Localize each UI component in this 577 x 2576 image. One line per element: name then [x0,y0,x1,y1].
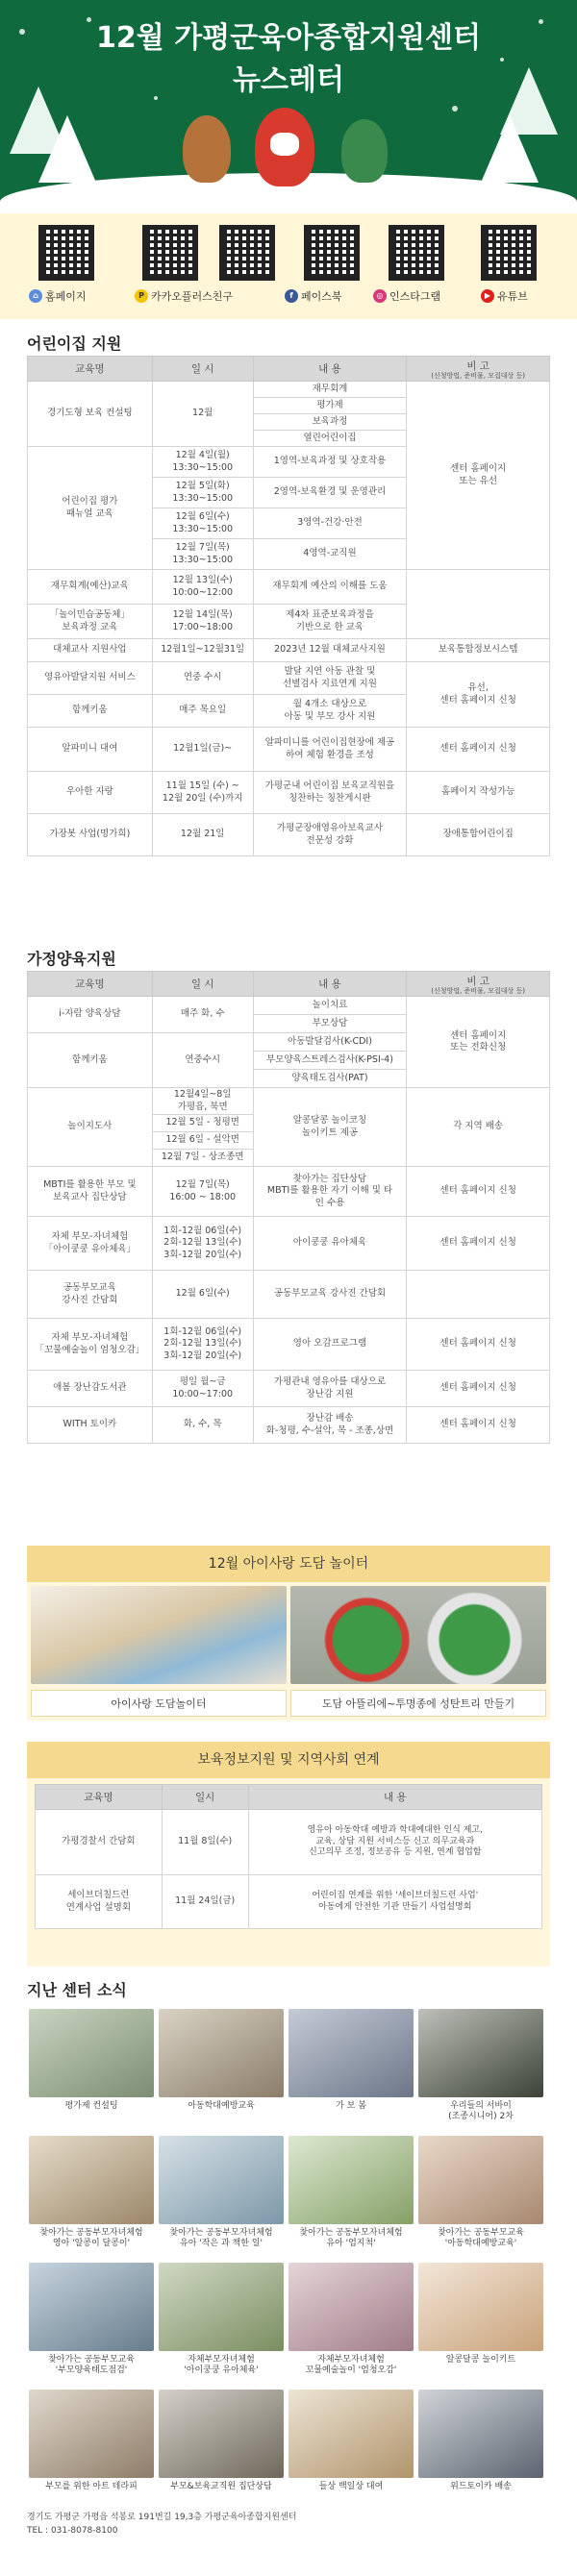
news-photo-caption: 알콩달콩 놀이키트 [445,2355,516,2365]
extra-qr-code[interactable] [481,225,537,281]
news-photo [418,2390,543,2478]
play-caption: 도담 아뜰리에~투명종에 성탄트리 만들기 [290,1690,546,1717]
kakao-icon: P [135,289,148,303]
news-photo [418,2136,543,2224]
newsletter-header [0,0,577,213]
play-caption: 아이사랑 도담놀이터 [31,1690,287,1717]
news-photo-caption: 부모&보육교직원 집단상담 [170,2482,272,2491]
play-section-title: 12월 아이사랑 도담 놀이터 [27,1546,550,1582]
qr-link-facebook[interactable]: f 페이스북 [285,288,342,304]
table-row: MBTI를 활용한 부모 및 보육교사 집단상담 12월 7일(목) 16:00 ~ 18:00 찾아가는 집단상담 MBTI를 활용한 자기 이해 및 타 인 수용 센터 홈페이지 신청 [28,1167,550,1217]
table-row: 우아한 자랑 11월 15일 (수) ~ 12월 20일 (수)까지 가평군내 어린이집 보육교직원을 칭찬하는 칭찬게시판 홈페이지 작성가능 [28,772,550,814]
home-icon: ⌂ [29,289,42,303]
instagram-icon: ◎ [373,289,387,303]
qr-link-youtube[interactable]: ▶ 유튜브 [481,288,528,304]
reindeer-character [183,115,231,183]
table-row: 어린이집 평가 때뉴얼 교육 12월 4일(월) 13:30~15:00 1영역-보육과정 및 상호작용 [28,447,550,478]
table-header-row: 교육명 일 시 내 용 비 고 (신청방법, 준비물, 모집대상 등) [28,357,550,382]
qr-link-instagram[interactable]: ◎ 인스타그램 [373,288,440,304]
homepage-qr-code[interactable] [38,225,94,281]
newsletter-subtitle: 뉴스레터 [233,63,344,97]
table-row: i-자람 양육상담 매주 화, 수 놀이치료 센터 홈페이지 또는 전화신청 [28,997,550,1015]
news-photo-caption: 위드토이카 배송 [450,2482,512,2491]
news-photo [288,2136,414,2224]
news-photo [29,2009,154,2097]
table-row: 애봄 장난감도서관 평일 월~금 10:00~17:00 가평관내 영유아를 대상으로 장난감 지원 센터 홈페이지 신청 [28,1371,550,1407]
newsletter-title: 12월 가평군육아종합지원센터 [96,21,481,55]
christmas-tree-craft-photo [290,1586,546,1684]
table-row: 영유아발달지원 서비스 연중 수시 발달 지연 아동 관찰 및 선별검사 지료연계 지원 유선, 센터 홈페이지 신청 [28,662,550,695]
kakao-qr-code[interactable] [142,225,198,281]
news-photo [159,2390,284,2478]
instagram-qr-code[interactable] [304,225,360,281]
parenting-table: 교육명 일 시 내 용 비 고 (신청방법, 준비물, 모집대상 등) i-자람 양육상담 매주 화, 수 놀이치료 센터 홈페이지 또는 전화신청 부모상담 함께키움 연중수시 아동발달검사(K-CDI) 부모양육스트레스검사(K-PSI-4) 양육태도검사(PAT) 놀이지도사 12월4일~8일 가평읍, 북면 알콩달콩 놀이코칭 놀이키트 제공 각 지역 배송 12월 5일 - 청평면 12월 6일 - 설악면 12월 7일 - 상조종면 MBTI를 활용한 부모 및 보육교사 집단상담 12월 7일(목) 16:00 ~ 18:00 찾아가는 집단상담 MBTI를 활용한 자기 이해 및 타 인 수용 센터 홈페이지 신청 자체 부모-자녀체험 「아이쿵쿵 유아체육」 1회-12월 06일(수) 2회-12월 13일(수) 3회-12월 20일(수) 아이쿵쿵 유아체육 센터 홈페이지 신청 공동부모교육 강사진 간담회 12월 6일(수) 공동부모교육 강사진 간담회 자체 부모-자녀체험 「꼬물예술놀이 엄청오감」 1회-12월 06일(수) 2회-12월 13일(수) 3회-12월 20일(수) 영아 오감프로그램 센터 홈페이지 신청 애봄 장난감도서관 평일 월~금 10:00~17:00 가평관내 영유아를 대상으로 장난감 지원 센터 홈페이지 신청 WITH 토이카 화, 수, 목 장난감 배송 화-청평, 수-설악, 목 - 조종,상면 센터 홈페이지 신청 [27,971,550,1444]
news-photo-caption: 찾아가는 공동부모자녀체험 영아 '알콩이 달콩이' [39,2228,143,2249]
playroom-photo [31,1586,287,1684]
table-row: 경기도형 보육 컨설팅 12월 재무회계 센터 홈페이지 또는 유선 [28,382,550,398]
news-photo-caption: 평가제 컨설팅 [64,2101,118,2111]
table-row: 재무회계(예산)교육 12월 13일(수) 10:00~12:00 재무회계 예산의 이해를 도움 [28,570,550,605]
qr-links-band [0,213,577,319]
facebook-qr-code[interactable] [219,225,275,281]
daycare-table: 교육명 일 시 내 용 비 고 (신청방법, 준비물, 모집대상 등) 경기도형 보육 컨설팅 12월 재무회계 센터 홈페이지 또는 유선 평가제 보육과정 열린어린이집 어린이집 평가 때뉴얼 교육 12월 4일(월) 13:30~15:00 1영역-보육과정 및 상호작용 12월 5일(화) 13:30~15:00 2영역-보육환경 및 운영관리 12월 6일(수) 13:30~15:00 3영역-건강·안전 12월 7일(목) 13:30~15:00 4영역-교직원 재무회계(예산)교육 12월 13일(수) 10:00~12:00 재무회계 예산의 이해를 도움 「놀이민습공동체」 보육과정 교육 12월 14일(목) 17:00~18:00 제4차 표준보육과정을 기반으로 한 교육 대체교사 지원사업 12월1일~12월31일 2023년 12월 대체교사지원 보육통합정보시스템 영유아발달지원 서비스 연중 수시 발달 지연 아동 관찰 및 선별검사 지료연계 지원 유선, 센터 홈페이지 신청 함께키움 매주 목요일 월 4개소 대상으로 아동 및 부모 강사 지원 알파미니 대여 12월1일(금)~ 알파미니를 어린이집현장에 제공 하여 체험 환경을 조성 센터 홈페이지 신청 우아한 자랑 11월 15일 (수) ~ 12월 20일 (수)까지 가평군내 어린이집 보육교직원을 칭찬하는 칭찬게시판 홈페이지 작성가능 가장봇 사업(명가희) 12월 21일 가평군장애영유아보육교사 전문성 강화 장애통합어린이집 [27,356,550,856]
news-photo [29,2390,154,2478]
youtube-icon: ▶ [481,289,494,303]
news-photo-caption: 아동학대예방교육 [188,2101,255,2111]
news-photo [29,2136,154,2224]
table-row: 가장봇 사업(명가희) 12월 21일 가평군장애영유아보육교사 전문성 강화 장애통합어린이집 [28,814,550,856]
tree-icon [38,115,96,183]
elf-character [341,119,388,183]
facebook-icon: f [285,289,298,303]
table-row: 놀이지도사 12월4일~8일 가평읍, 북면 알콩달콩 놀이코칭 놀이키트 제공 각 지역 배송 [28,1088,550,1115]
table-row: 자체 부모-자녀체험 「아이쿵쿵 유아체육」 1회-12월 06일(수) 2회-12월 13일(수) 3회-12월 20일(수) 아이쿵쿵 유아체육 센터 홈페이지 신청 [28,1217,550,1271]
footer-address: 경기도 가평군 가평읍 석봉로 191번길 19,3층 가평군육아종합지원센터 [27,2513,297,2522]
news-photo-caption: 찾아가는 공동부모자녀체험 유아 '작은 과 책한 일' [169,2228,273,2249]
news-photo [288,2009,414,2097]
footer [27,2511,296,2539]
santa-beard [270,133,299,156]
news-photo-caption: 우리들의 서바이 (조종시니어) 2차 [448,2101,514,2122]
table-row: 함께키움 매주 목요일 월 4개소 대상으로 아동 및 부모 강사 지원 [28,695,550,728]
news-photo-caption: 가 보 봄 [336,2101,366,2111]
table-header-row: 교육명 일 시 내 용 비 고 (신청방법, 준비물, 모집대상 등) [28,972,550,997]
news-photo-caption: 들상 백일상 대여 [318,2482,384,2491]
table-row: 알파미니 대여 12월1일(금)~ 알파미니를 어린이집현장에 제공 하여 체험 환경을 조성 센터 홈페이지 신청 [28,728,550,772]
news-photo [418,2263,543,2351]
table-row: 함께키움 연중수시 아동발달검사(K-CDI) [28,1033,550,1052]
news-photo-caption: 자체부모자녀체험 '아이쿵쿵 유아체육' [184,2355,259,2376]
table-row: 「놀이민습공동체」 보육과정 교육 12월 14일(목) 17:00~18:00 제4차 표준보육과정을 기반으로 한 교육 [28,605,550,639]
news-photo-caption: 부모를 위한 아트 테라피 [45,2482,138,2491]
community-section-title: 보육정보지원 및 지역사회 연계 [27,1742,550,1778]
table-row: 가평경찰서 간담회 11월 8일(수) 영유아 아동학대 예방과 학대예대한 인식 제고, 교육, 상담 지원 서비스등 신고 의무교육과 신고의무 조정, 정보공유 등 지원, 연계 협업함 [36,1810,542,1875]
youtube-qr-code[interactable] [389,225,444,281]
news-photo [288,2263,414,2351]
news-photo-caption: 찾아가는 공동부모교육 '아동학대예방교육' [438,2228,524,2249]
footer-tel: TEL : 031-8078-8100 [27,2526,118,2537]
news-photo [418,2009,543,2097]
news-photo-caption: 찾아가는 공동부모교육 '부모양육태도점검' [48,2355,135,2376]
table-row: 공동부모교육 강사진 간담회 12월 6일(수) 공동부모교육 강사진 간담회 [28,1271,550,1319]
news-photo [29,2263,154,2351]
community-table [35,1784,542,1929]
snowflake [452,106,458,111]
table-row: 자체 부모-자녀체험 「꼬물예술놀이 엄청오감」 1회-12월 06일(수) 2회-12월 13일(수) 3회-12월 20일(수) 영아 오감프로그램 센터 홈페이지 신청 [28,1319,550,1371]
tree-icon [481,115,539,183]
news-section-title: 지난 센터 소식 [27,1981,127,1999]
qr-link-homepage[interactable]: ⌂ 홈페이지 [29,288,87,304]
table-row: 세이브더칠드런 연계사업 설명회 11월 24일(금) 어린이집 연계를 위한 '세이브더칠드런 사업' 아동에게 안전한 기관 만들기 사업설명회 [36,1875,542,1929]
qr-link-kakao[interactable]: P 카카오플러스친구 [135,288,233,304]
table-row: WITH 토이카 화, 수, 목 장난감 배송 화-청평, 수-설악, 목 - 조종,상면 센터 홈페이지 신청 [28,1407,550,1444]
table-header-row: 교육명 일시 내 용 [36,1785,542,1810]
news-photo [159,2009,284,2097]
news-photo [159,2263,284,2351]
news-photo-caption: 찾아가는 공동부모자녀체험 유아 '엄지척' [299,2228,403,2249]
table-row: 대체교사 지원사업 12월1일~12월31일 2023년 12월 대체교사지원 보육통합정보시스템 [28,639,550,662]
parenting-section-title: 가정양육지원 [27,950,116,968]
news-photo [159,2136,284,2224]
news-photo-caption: 자체부모자녀체험 꼬물예술놀이 '엄청오감' [305,2355,397,2376]
daycare-section-title: 어린이집 지원 [27,334,122,353]
news-photo [288,2390,414,2478]
